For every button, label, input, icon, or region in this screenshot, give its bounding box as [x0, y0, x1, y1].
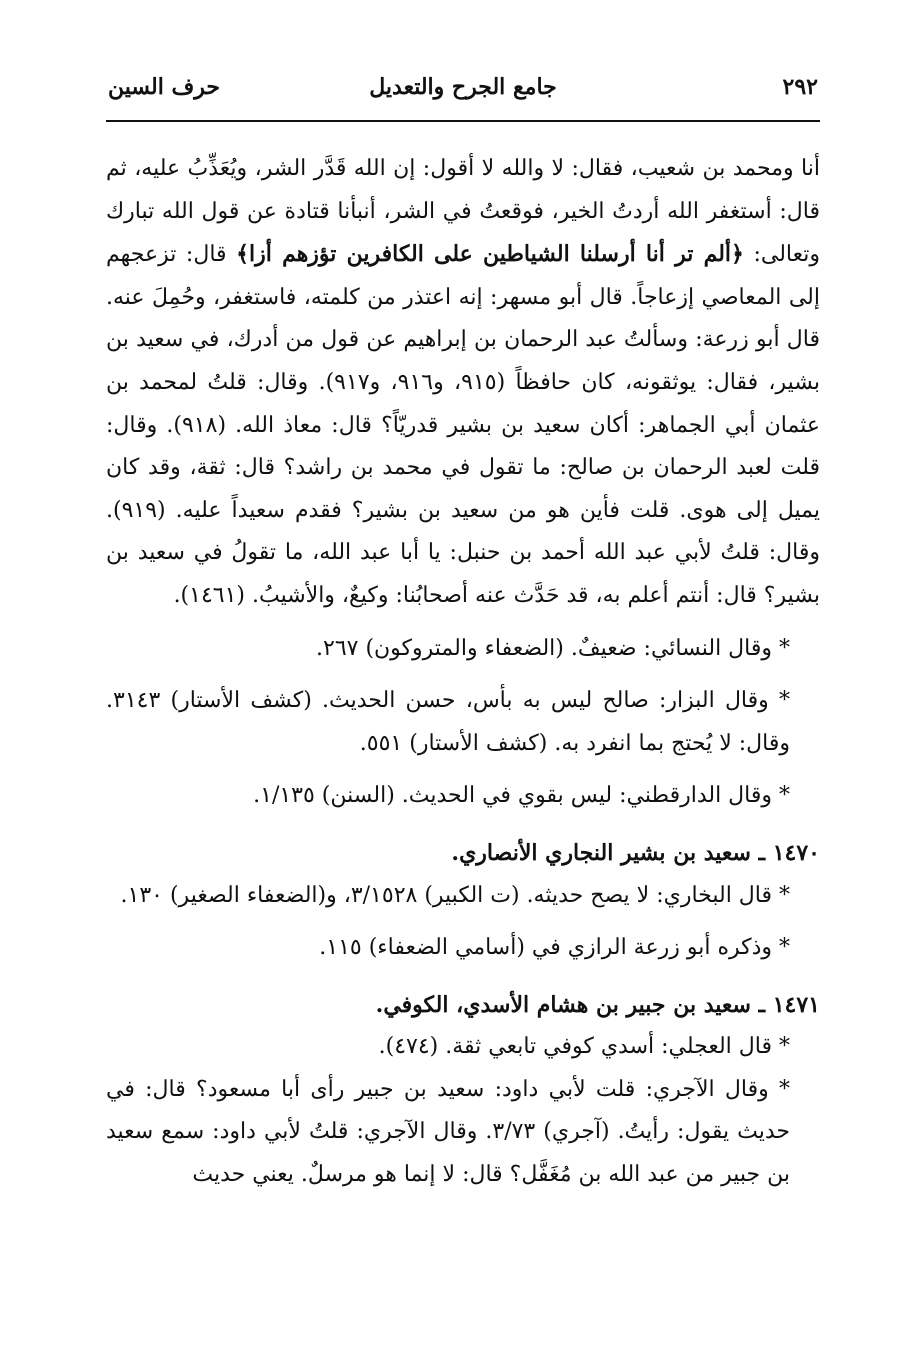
page-body [106, 148, 820, 1197]
paragraph-ijli: * قال العجلي: أسدي كوفي تابعي ثقة. (٤٧٤). [378, 1034, 790, 1060]
text-line: قال: تزعجهم إلى المعاصي إزعاجاً. قال أبو مسهر: إنه اعتذر من كلمته، فاستغفر، وحُمِلَ عنه. قال أبو زرعة: وسألتُ عبد الرحمان بن إبراهيم عن قول من أدرك، في سعيد بن بشير، فقال: يوثقونه، كان حافظاً (٩١٥، و٩١٦، و٩١٧). وقال: قلتُ لمحمد بن عثمان أبي الجماهر: أكان سعيد بن بشير قدريّاً؟ قال: معاذ الله. (٩١٨). وقال: قلت لعبد الرحمان بن صالح: ما تقول في محمد بن راشد؟ قال: ثقة، وقد كان يميل إلى هوى. قلت فأين هو من سعيد بن بشير؟ فقدم سعيداً عليه. (٩١٩). وقال: قلتُ لأبي عبد الله أحمد بن حنبل: يا أبا عبد الله، ما تقولُ في سعيد بن بشير؟ قال: أنتم أعلم به، قد حَدَّث عنه أصحابُنا: وكيعٌ، والأشيبُ. (١٤٦١). [106, 242, 821, 608]
page-header [108, 74, 818, 114]
page-number: ٢٩٢ [782, 74, 818, 100]
entry-title-1471: ١٤٧١ ـ سعيد بن جبير بن هشام الأسدي، الكوفي. [375, 991, 820, 1018]
entry-title-1470: ١٤٧٠ ـ سعيد بن بشير النجاري الأنصاري. [451, 839, 820, 866]
text-line: أنا ومحمد بن شعيب، فقال: لا والله لا أقول: إن الله قَدَّر الشر، ويُعَذِّبُ عليه، [134, 156, 820, 181]
paragraph-bukhari: * قال البخاري: لا يصح حديثه. (ت الكبير) ٣/١٥٢٨، و(الضعفاء الصغير) ١٣٠. [120, 882, 790, 908]
paragraph-intro [106, 148, 820, 618]
quran-verse: ﴿ألم تر أنا أرسلنا الشياطين على الكافرين تؤزهم أزا﴾ [236, 241, 744, 268]
paragraph-bazzar: * وقال البزار: صالح ليس به بأس، حسن الحديث. (كشف الأستار) ٣١٤٣. وقال: لا يُحتج بما انفرد به. (كشف الأستار) ٥٥١. [106, 688, 790, 756]
paragraph-abu-zura: * وذكره أبو زرعة الرازي في (أسامي الضعفاء) ١١٥. [319, 935, 790, 961]
chapter-title: حرف السين [108, 74, 221, 100]
paragraph-ajurri: * وقال الآجري: قلت لأبي داود: سعيد بن جبير رأى أبا مسعود؟ قال: في حديث يقول: رأيتُ. (آجري) ٣/٧٣. وقال الآجري: قلتُ لأبي داود: سمع سعيد بن جبير من عبد الله بن مُغَفَّل؟ قال: لا إنما هو مرسلٌ. يعني حديث [106, 1076, 790, 1188]
text-line: ثم قال: أستغفر الله أردتُ الخير، فوقعتُ في الشر، أنبأنا قتادة عن قول الله [106, 156, 820, 224]
paragraph-daraqutni: * وقال الدارقطني: ليس بقوي في الحديث. (السنن) ١/١٣٥. [253, 783, 790, 809]
header-rule [106, 120, 820, 122]
book-title: جامع الجرح والتعديل [369, 74, 557, 100]
text-line: تبارك وتعالى: [106, 198, 820, 268]
paragraph-nasai: * وقال النسائي: ضعيفٌ. (الضعفاء والمتروكون) ٢٦٧. [316, 635, 790, 661]
